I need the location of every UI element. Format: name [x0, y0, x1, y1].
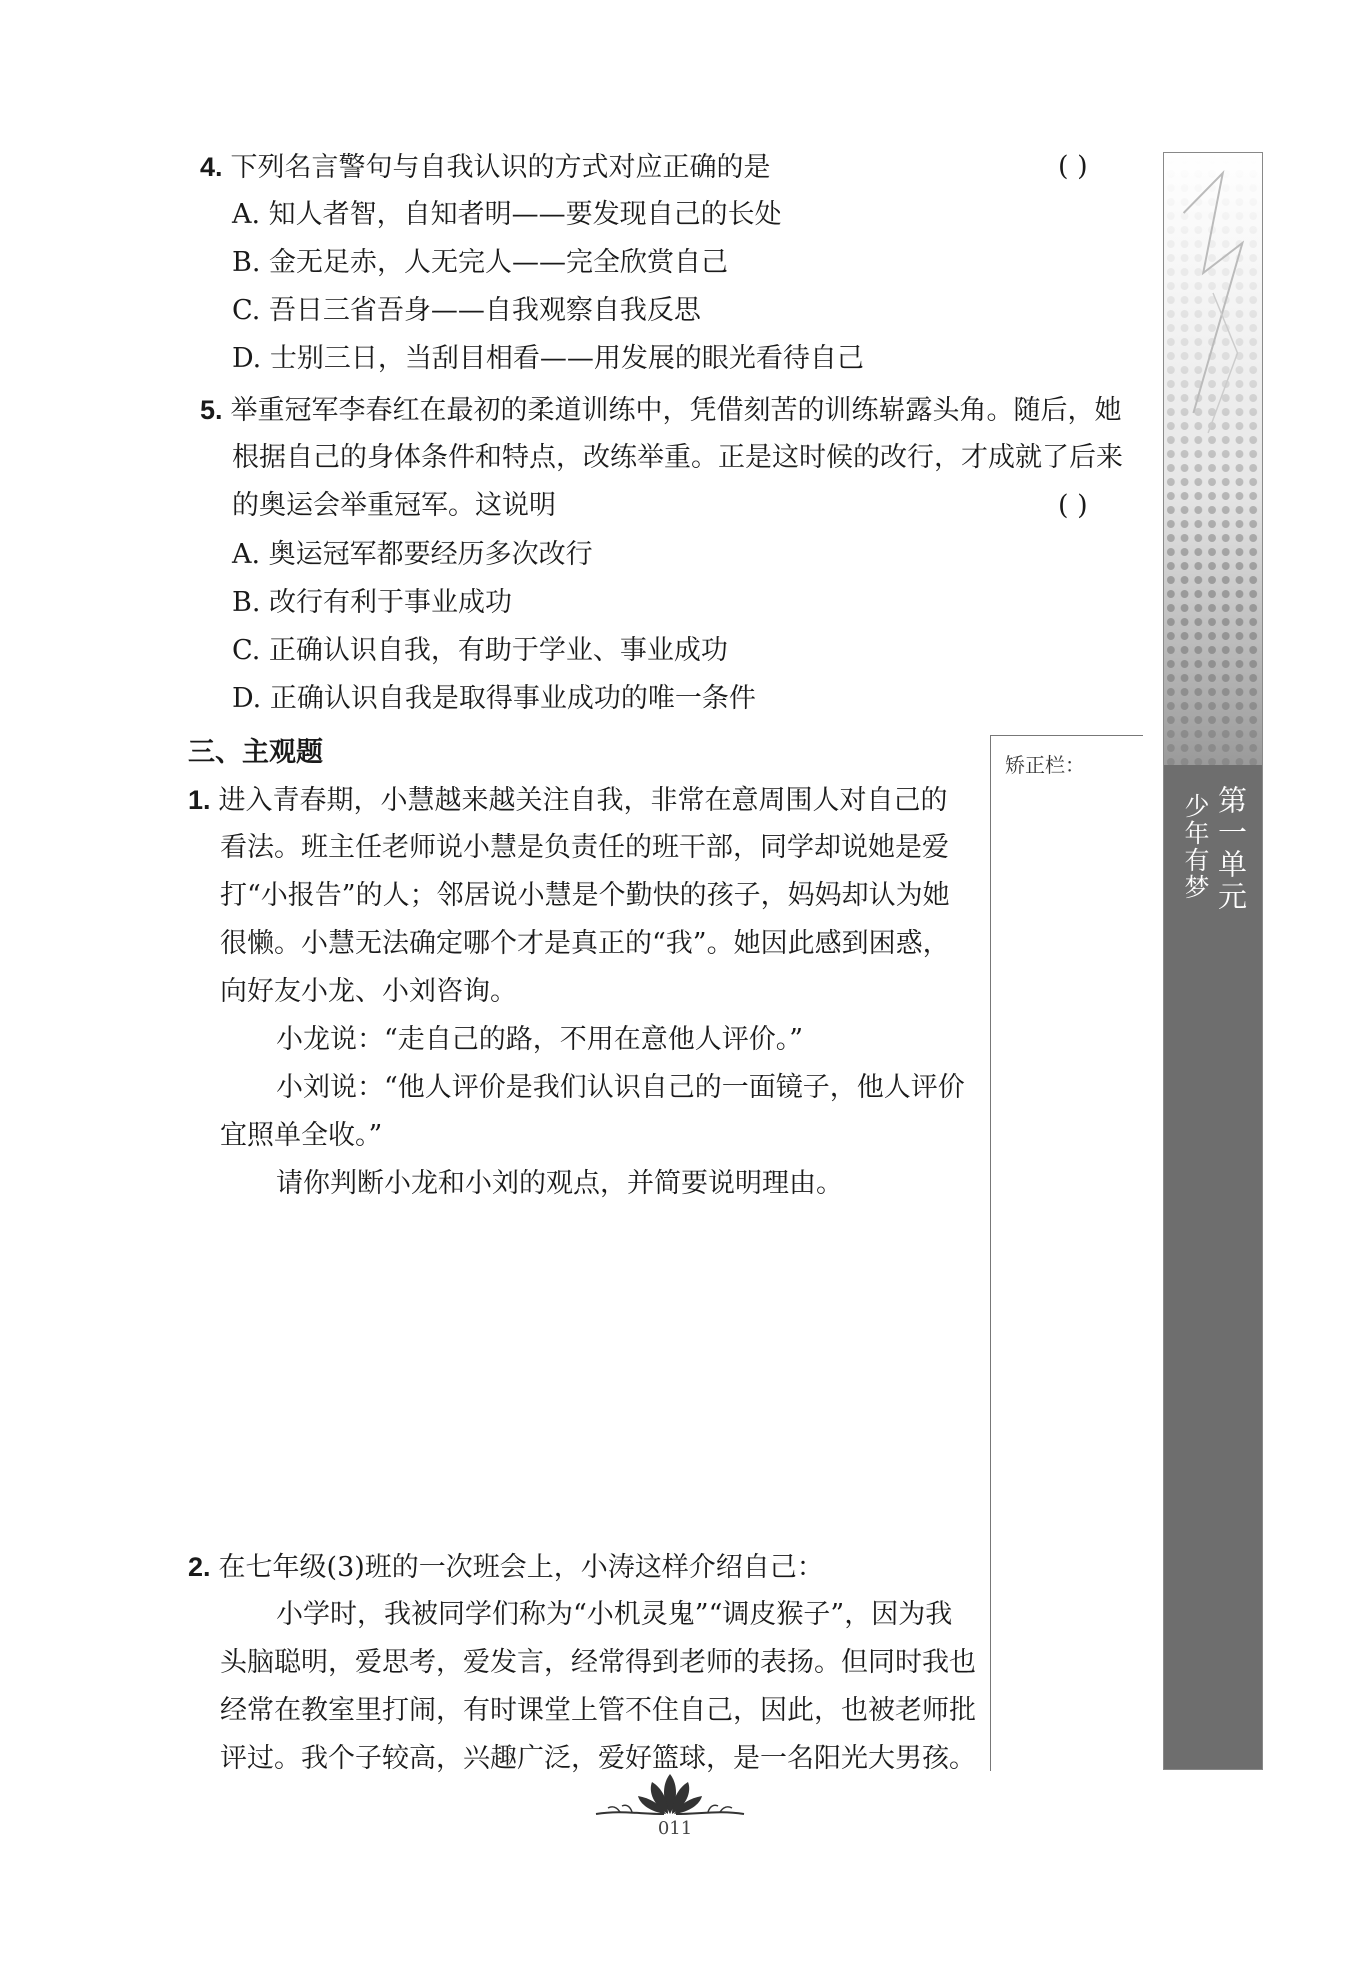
unit-title-panel — [1164, 765, 1262, 1769]
subjective-q1-quote-xiaoliu-1: 小刘说：“他人评价是我们认识自己的一面镜子，他人评价 — [276, 1072, 965, 1103]
subjective-q2-line-2: 头脑聪明，爱思考，爱发言，经常得到老师的表扬。但同时我也 — [220, 1647, 976, 1678]
question-5-stem-line-1 — [200, 393, 1122, 428]
subjective-q2-stem — [188, 1550, 824, 1585]
page-number: 011 — [657, 1818, 693, 1839]
unit-side-tab — [1163, 152, 1263, 1770]
question-4-option-c[interactable]: C. 吾日三省吾身——自我观察自我反思 — [232, 295, 701, 326]
question-5-option-c[interactable]: C. 正确认识自我，有助于学业、事业成功 — [232, 635, 728, 666]
question-4-option-b[interactable]: B. 金无足赤，人无完人——完全欣赏自己 — [232, 247, 729, 278]
subjective-q1-line-1 — [188, 783, 948, 818]
subjective-q1-line-2: 看法。班主任老师说小慧是负责任的班干部，同学却说她是爱 — [220, 832, 949, 863]
question-5-number: 5. — [200, 395, 223, 425]
question-5-option-a[interactable]: A. 奥运冠军都要经历多次改行 — [232, 539, 593, 570]
question-4-stem — [200, 150, 771, 185]
subjective-q1-quote-xiaoliu-2: 宜照单全收。” — [220, 1120, 383, 1151]
question-4-option-a[interactable]: A. 知人者智，自知者明——要发现自己的长处 — [232, 199, 782, 230]
subjective-q2-text: 在七年级(3)班的一次班会上，小涛这样介绍自己： — [218, 1552, 824, 1583]
subjective-q2-line-1: 小学时，我被同学们称为“小机灵鬼”“调皮猴子”，因为我 — [276, 1599, 953, 1630]
question-5-stem-line-2: 根据自己的身体条件和特点，改练举重。正是这时候的改行，才成就了后来 — [232, 442, 1123, 473]
question-5-answer-paren[interactable]: ( ) — [1058, 490, 1088, 521]
subjective-q1-quote-xiaolong: 小龙说：“走自己的路，不用在意他人评价。” — [276, 1024, 804, 1055]
question-5-text-1: 举重冠军李春红在最初的柔道训练中，凭借刻苦的训练崭露头角。随后，她 — [230, 395, 1122, 426]
correction-label: 矫正栏： — [1005, 753, 1085, 777]
correction-box[interactable] — [990, 735, 1143, 1771]
question-4-text: 下列名言警句与自我认识的方式对应正确的是 — [230, 152, 771, 183]
question-5-option-b[interactable]: B. 改行有利于事业成功 — [232, 587, 513, 618]
floral-ornament-icon — [590, 1770, 750, 1820]
subjective-q1-text-1: 进入青春期，小慧越来越关注自我，非常在意周围人对自己的 — [218, 785, 948, 816]
subjective-q1-number: 1. — [188, 785, 211, 815]
subjective-q1-answer-area[interactable] — [220, 1215, 960, 1545]
subjective-q1-prompt: 请你判断小龙和小刘的观点，并简要说明理由。 — [276, 1168, 843, 1199]
section-title-subjective: 三、主观题 — [188, 737, 323, 768]
question-5-option-d[interactable]: D. 正确认识自我是取得事业成功的唯一条件 — [232, 683, 756, 714]
halftone-pattern — [1164, 153, 1262, 765]
subjective-q2-line-3: 经常在教室里打闹，有时课堂上管不住自己，因此，也被老师批 — [220, 1695, 976, 1726]
unit-subtitle: 少年有梦 — [1181, 793, 1210, 901]
subjective-q1-line-3: 打“小报告”的人；邻居说小慧是个勤快的孩子，妈妈却认为她 — [220, 880, 950, 911]
question-4-answer-paren[interactable]: ( ) — [1058, 151, 1088, 182]
unit-title: 第一单元 — [1214, 785, 1248, 913]
subjective-q2-number: 2. — [188, 1552, 211, 1582]
question-4-option-d[interactable]: D. 士别三日，当刮目相看——用发展的眼光看待自己 — [232, 343, 864, 374]
question-5-stem-line-3: 的奥运会举重冠军。这说明 — [232, 490, 556, 521]
subjective-q1-line-5: 向好友小龙、小刘咨询。 — [220, 976, 517, 1007]
question-4-number: 4. — [200, 152, 223, 182]
subjective-q2-line-4: 评过。我个子较高，兴趣广泛，爱好篮球，是一名阳光大男孩。 — [220, 1743, 976, 1774]
subjective-q1-line-4: 很懒。小慧无法确定哪个才是真正的“我”。她因此感到困惑， — [220, 928, 950, 959]
